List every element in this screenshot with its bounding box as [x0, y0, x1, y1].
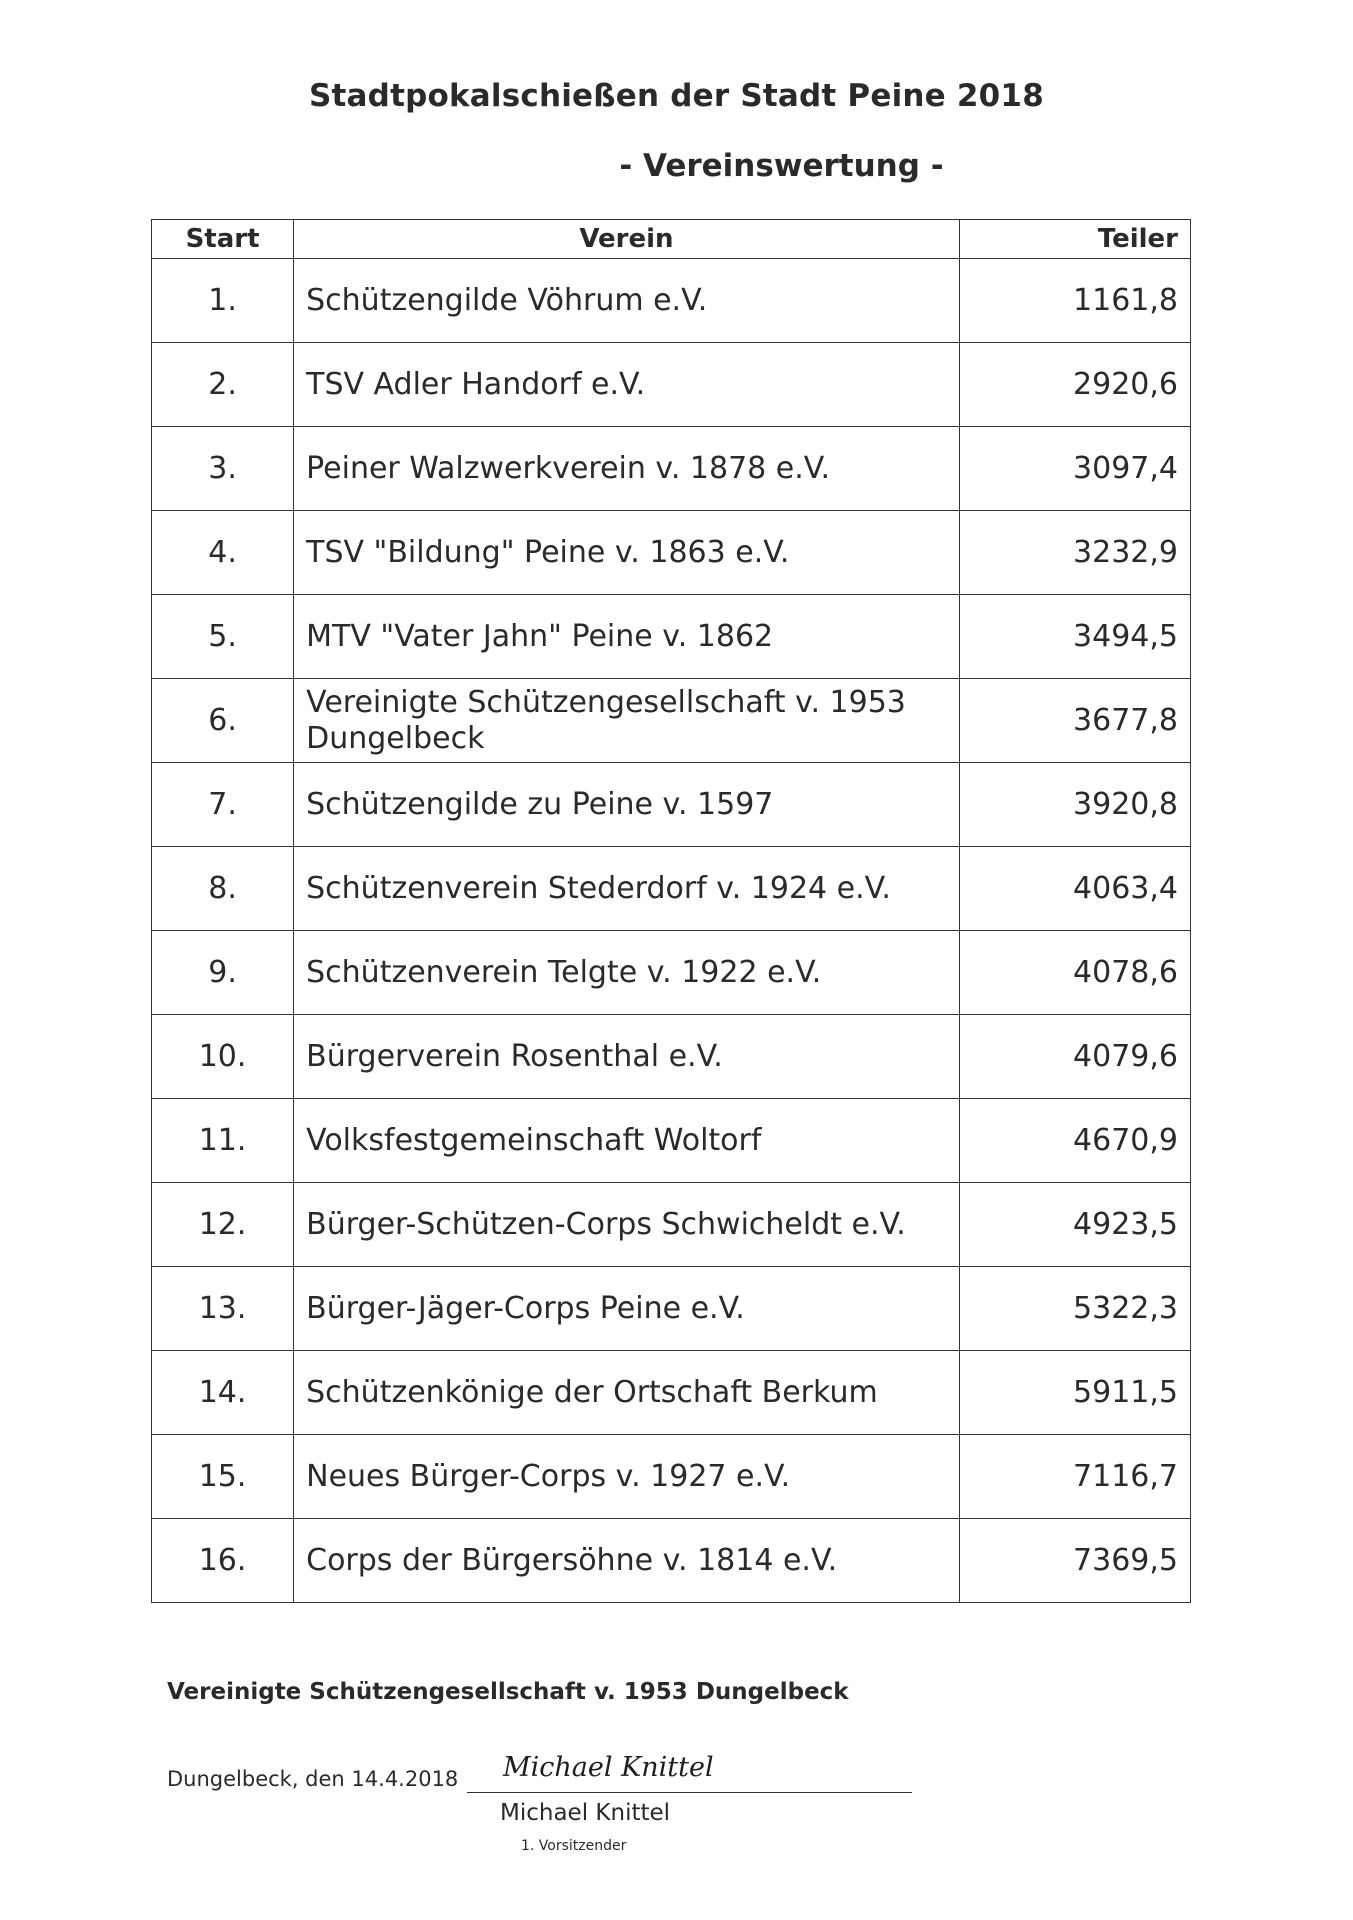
cell-teiler: 2920,6: [959, 343, 1190, 427]
cell-teiler: 4079,6: [959, 1015, 1190, 1099]
cell-verein: Neues Bürger-Corps v. 1927 e.V.: [294, 1435, 960, 1519]
cell-teiler: 3232,9: [959, 511, 1190, 595]
cell-verein: MTV "Vater Jahn" Peine v. 1862: [294, 595, 960, 679]
cell-verein: Bürger-Schützen-Corps Schwicheldt e.V.: [294, 1183, 960, 1267]
cell-teiler: 3677,8: [959, 679, 1190, 763]
table-row: [152, 1099, 1191, 1183]
table-row: [152, 343, 1191, 427]
cell-start: 3.: [152, 427, 294, 511]
club-name: Vereinigte Schützengesellschaft v. 1953 Dungelbeck: [167, 1679, 849, 1705]
signer-role: 1. Vorsitzender: [521, 1838, 627, 1854]
table-row: [152, 427, 1191, 511]
table-row: [152, 1351, 1191, 1435]
cell-start: 10.: [152, 1015, 294, 1099]
column-header-teiler: Teiler: [959, 220, 1190, 259]
cell-start: 14.: [152, 1351, 294, 1435]
cell-teiler: 3097,4: [959, 427, 1190, 511]
column-header-verein: Verein: [294, 220, 960, 259]
table-row: [152, 259, 1191, 343]
cell-verein: Schützengilde Vöhrum e.V.: [294, 259, 960, 343]
table-row: [152, 511, 1191, 595]
cell-start: 15.: [152, 1435, 294, 1519]
signer-name: Michael Knittel: [500, 1800, 671, 1826]
cell-verein: Schützenkönige der Ortschaft Berkum: [294, 1351, 960, 1435]
place-date: Dungelbeck, den 14.4.2018: [167, 1767, 459, 1791]
cell-start: 4.: [152, 511, 294, 595]
cell-teiler: 5322,3: [959, 1267, 1190, 1351]
table-row: [152, 679, 1191, 763]
cell-teiler: 7116,7: [959, 1435, 1190, 1519]
cell-verein: Vereinigte Schützengesellschaft v. 1953 Dungelbeck: [294, 679, 960, 763]
cell-start: 8.: [152, 847, 294, 931]
cell-start: 12.: [152, 1183, 294, 1267]
table-row: [152, 1267, 1191, 1351]
document-subtitle: - Vereinswertung -: [619, 148, 944, 184]
cell-verein: Corps der Bürgersöhne v. 1814 e.V.: [294, 1519, 960, 1603]
table-header-row: [152, 220, 1191, 259]
cell-start: 9.: [152, 931, 294, 1015]
table-row: [152, 1183, 1191, 1267]
cell-teiler: 4923,5: [959, 1183, 1190, 1267]
cell-teiler: 4670,9: [959, 1099, 1190, 1183]
table-row: [152, 763, 1191, 847]
handwritten-signature: Michael Knittel: [503, 1752, 714, 1783]
results-table: [151, 219, 1191, 1603]
cell-start: 5.: [152, 595, 294, 679]
cell-verein: Volksfestgemeinschaft Woltorf: [294, 1099, 960, 1183]
table-row: [152, 931, 1191, 1015]
cell-verein: Schützengilde zu Peine v. 1597: [294, 763, 960, 847]
cell-start: 13.: [152, 1267, 294, 1351]
cell-start: 2.: [152, 343, 294, 427]
cell-teiler: 1161,8: [959, 259, 1190, 343]
table-row: [152, 595, 1191, 679]
table-row: [152, 1015, 1191, 1099]
cell-teiler: 3920,8: [959, 763, 1190, 847]
cell-teiler: 7369,5: [959, 1519, 1190, 1603]
cell-verein: TSV Adler Handorf e.V.: [294, 343, 960, 427]
cell-verein: Bürgerverein Rosenthal e.V.: [294, 1015, 960, 1099]
signature-line: [467, 1792, 912, 1793]
table-row: [152, 847, 1191, 931]
column-header-start: Start: [152, 220, 294, 259]
cell-verein: Schützenverein Stederdorf v. 1924 e.V.: [294, 847, 960, 931]
cell-teiler: 5911,5: [959, 1351, 1190, 1435]
cell-verein: Bürger-Jäger-Corps Peine e.V.: [294, 1267, 960, 1351]
document-title: Stadtpokalschießen der Stadt Peine 2018: [309, 78, 1044, 114]
cell-start: 1.: [152, 259, 294, 343]
cell-start: 7.: [152, 763, 294, 847]
cell-teiler: 4078,6: [959, 931, 1190, 1015]
cell-verein: Peiner Walzwerkverein v. 1878 e.V.: [294, 427, 960, 511]
cell-verein: TSV "Bildung" Peine v. 1863 e.V.: [294, 511, 960, 595]
results-table-body: [152, 259, 1191, 1603]
cell-start: 11.: [152, 1099, 294, 1183]
table-row: [152, 1519, 1191, 1603]
cell-teiler: 4063,4: [959, 847, 1190, 931]
cell-verein: Schützenverein Telgte v. 1922 e.V.: [294, 931, 960, 1015]
cell-start: 6.: [152, 679, 294, 763]
table-row: [152, 1435, 1191, 1519]
cell-start: 16.: [152, 1519, 294, 1603]
cell-teiler: 3494,5: [959, 595, 1190, 679]
